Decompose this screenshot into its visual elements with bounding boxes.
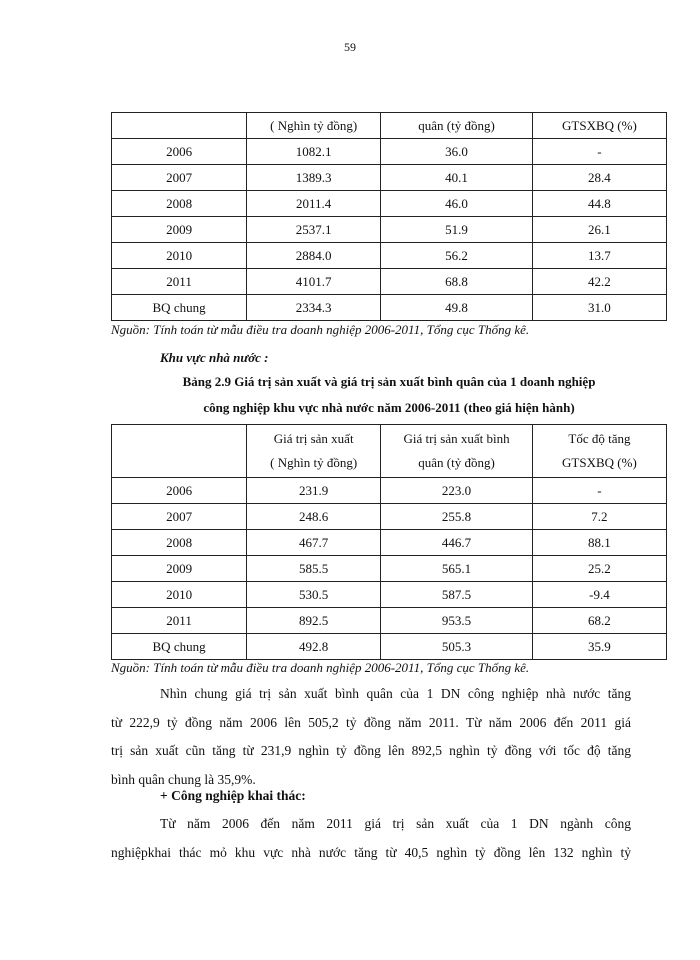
header-cell: [381, 425, 533, 478]
table-cell: 49.8: [381, 295, 533, 321]
header-cell: [532, 425, 666, 478]
table-cell: 35.9: [532, 634, 666, 660]
table-row: [112, 478, 667, 504]
state-sector-table: [111, 424, 667, 660]
header-text: Giá trị sản xuất bình: [403, 431, 510, 446]
table-cell: 28.4: [532, 165, 666, 191]
header-text: GTSXBQ (%): [562, 455, 637, 470]
caption-line: Bảng 2.9 Giá trị sản xuất và giá trị sản xuất bình quân của 1 doanh nghiệp: [182, 374, 596, 389]
table-cell: 587.5: [381, 582, 533, 608]
table-cell: 223.0: [381, 478, 533, 504]
table-cell: 51.9: [381, 217, 533, 243]
table-row: [112, 269, 667, 295]
table-cell: 2537.1: [247, 217, 381, 243]
table-header-row: [112, 113, 667, 139]
table-row: [112, 243, 667, 269]
table-cell: 44.8: [532, 191, 666, 217]
table-cell: 31.0: [532, 295, 666, 321]
table-cell: 248.6: [247, 504, 381, 530]
table-row: [112, 634, 667, 660]
table-cell: 42.2: [532, 269, 666, 295]
table-cell: 1082.1: [247, 139, 381, 165]
table-cell: 56.2: [381, 243, 533, 269]
header-text: ( Nghìn tỷ đồng): [270, 455, 358, 470]
table-cell: 530.5: [247, 582, 381, 608]
header-cell: ( Nghìn tỷ đồng): [247, 113, 381, 139]
table-cell: 2010: [112, 582, 247, 608]
table-cell: 255.8: [381, 504, 533, 530]
table-row: [112, 582, 667, 608]
table-cell: 2011: [112, 608, 247, 634]
caption-line: công nghiệp khu vực nhà nước năm 2006-2011 (theo giá hiện hành): [203, 400, 575, 415]
table-row: [112, 504, 667, 530]
table-cell: 2009: [112, 217, 247, 243]
paragraph-line: trị sản xuất cũn tăng từ 231,9 nghìn tỷ đồng lên 892,5 nghìn tỷ đồng với tốc độ tăng: [111, 743, 631, 758]
header-text: Tốc độ tăng: [568, 431, 631, 446]
table-row: [112, 530, 667, 556]
table-cell: 2009: [112, 556, 247, 582]
paragraph-line: từ 222,9 tỷ đồng năm 2006 lên 505,2 tỷ đồng năm 2011. Từ năm 2006 đến 2011 giá: [111, 714, 631, 730]
table-cell: 26.1: [532, 217, 666, 243]
paragraph-line: nghiệpkhai thác mỏ khu vực nhà nước tăng từ 40,5 nghìn tỷ đồng lên 132 nghìn tỷ: [111, 844, 631, 860]
table-caption: [111, 369, 667, 421]
table-cell: 25.2: [532, 556, 666, 582]
table-cell: 2008: [112, 191, 247, 217]
table-row: [112, 165, 667, 191]
table-cell: 505.3: [381, 634, 533, 660]
section-label: Khu vực nhà nước :: [160, 350, 269, 365]
table-row: [112, 139, 667, 165]
header-cell: [112, 425, 247, 478]
table-cell: 2010: [112, 243, 247, 269]
table-row: [112, 217, 667, 243]
table-cell: 892.5: [247, 608, 381, 634]
table-cell: 2334.3: [247, 295, 381, 321]
table-cell: 13.7: [532, 243, 666, 269]
table-cell: 2011: [112, 269, 247, 295]
table-cell: 1389.3: [247, 165, 381, 191]
header-cell: GTSXBQ (%): [532, 113, 666, 139]
table-cell: 2008: [112, 530, 247, 556]
paragraph-line: Từ năm 2006 đến năm 2011 giá trị sản xuất của 1 DN ngành công: [160, 816, 631, 831]
table-header-row: [112, 425, 667, 478]
header-cell: [112, 113, 247, 139]
table-row: [112, 191, 667, 217]
table-cell: BQ chung: [112, 634, 247, 660]
header-text: quân (tỷ đồng): [418, 455, 495, 470]
table-cell: 2006: [112, 478, 247, 504]
table-cell: 953.5: [381, 608, 533, 634]
source-note: Nguồn: Tính toán từ mẫu điều tra doanh nghiệp 2006-2011, Tổng cục Thống kê.: [111, 660, 530, 675]
header-text: Giá trị sản xuất: [273, 431, 354, 446]
table-cell: 2006: [112, 139, 247, 165]
table-cell: 36.0: [381, 139, 533, 165]
table-cell: -: [532, 478, 666, 504]
table-cell: 7.2: [532, 504, 666, 530]
table-cell: 68.8: [381, 269, 533, 295]
table-row: [112, 295, 667, 321]
table-row: [112, 608, 667, 634]
table-cell: -: [532, 139, 666, 165]
table-cell: 46.0: [381, 191, 533, 217]
table-cell: 40.1: [381, 165, 533, 191]
table-cell: 492.8: [247, 634, 381, 660]
table-cell: 446.7: [381, 530, 533, 556]
subheading: + Công nghiệp khai thác:: [160, 788, 306, 803]
table-cell: 2884.0: [247, 243, 381, 269]
table-cell: 467.7: [247, 530, 381, 556]
table-cell: 231.9: [247, 478, 381, 504]
page-number: 59: [344, 40, 356, 54]
table-cell: 88.1: [532, 530, 666, 556]
paragraph-line: bình quân chung là 35,9%.: [111, 771, 256, 787]
table-cell: 2011.4: [247, 191, 381, 217]
table-cell: BQ chung: [112, 295, 247, 321]
header-cell: [247, 425, 381, 478]
table-cell: 68.2: [532, 608, 666, 634]
table-cell: -9.4: [532, 582, 666, 608]
table-cell: 2007: [112, 165, 247, 191]
body-paragraph: [111, 680, 631, 794]
source-note: Nguồn: Tính toán từ mẫu điều tra doanh nghiệp 2006-2011, Tổng cục Thống kê.: [111, 322, 530, 337]
table-cell: 4101.7: [247, 269, 381, 295]
header-cell: quân (tỷ đồng): [381, 113, 533, 139]
table-cell: 565.1: [381, 556, 533, 582]
output-table-continued: [111, 112, 667, 321]
table-cell: 2007: [112, 504, 247, 530]
table-cell: 585.5: [247, 556, 381, 582]
paragraph-line: Nhìn chung giá trị sản xuất bình quân của 1 DN công nghiệp nhà nước tăng: [160, 686, 631, 701]
table-row: [112, 556, 667, 582]
body-paragraph: [111, 810, 631, 867]
